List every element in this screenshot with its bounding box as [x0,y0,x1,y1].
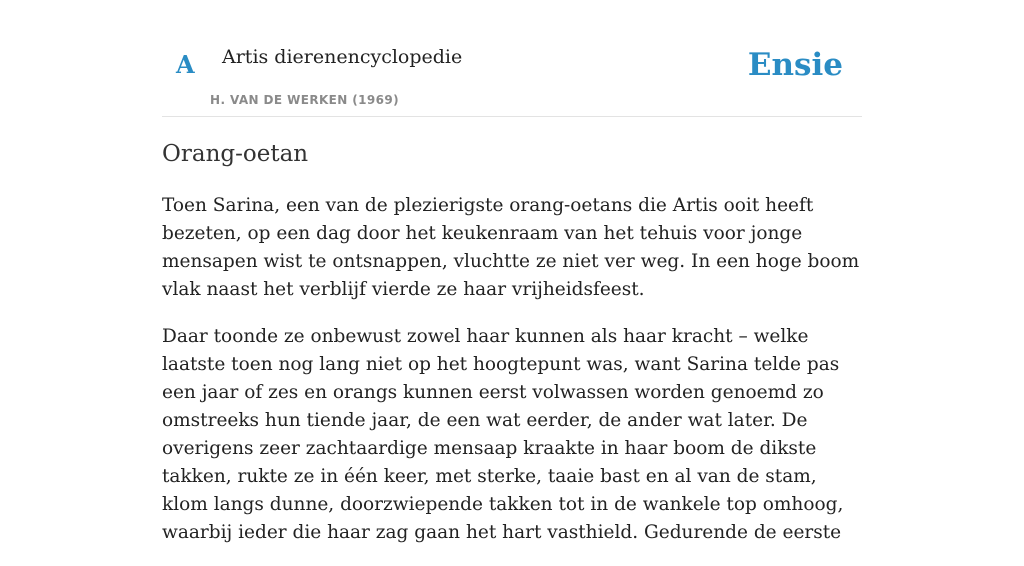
brand-logo-link[interactable]: Ensie [747,47,843,83]
article-paragraph: Daar toonde ze onbewust zowel haar kunnen als haar kracht – welke laatste toen nog lang niet op het hoogtepunt was, want Sarina telde pas een jaar of zes en orangs kunnen eerst volwassen worden genoemd zo omstreeks hun tiende jaar, de een wat eerder, de ander wat later. De overigens zeer zachtaardige mensaap kraakte in haar boom de dikste takken, rukte ze in één keer, met sterke, taaie bast en al van de stam, klom langs dunne, doorzwiepende takken tot in de wankele top omhoog, waarbij ieder die haar zag gaan het hart vasthield. Gedurende de eerste [162,325,844,543]
book-title-link[interactable]: Artis dierenencyclopedie [222,46,463,68]
article [162,140,862,566]
header [162,0,862,117]
article-paragraph: Toen Sarina, een van de plezierigste orang-oetans die Artis ooit heeft bezeten, op een dag door het keukenraam van het tehuis voor jonge mensapen wist te ontsnappen, vluchtte ze niet ver weg. In een hoge boom vlak naast het verblijf vierde ze haar vrijheidsfeest. [162,194,860,300]
book-letter-link[interactable]: A [176,50,195,79]
book-author: H. VAN DE WERKEN (1969) [210,93,400,107]
article-title: Orang-oetan [162,141,309,167]
